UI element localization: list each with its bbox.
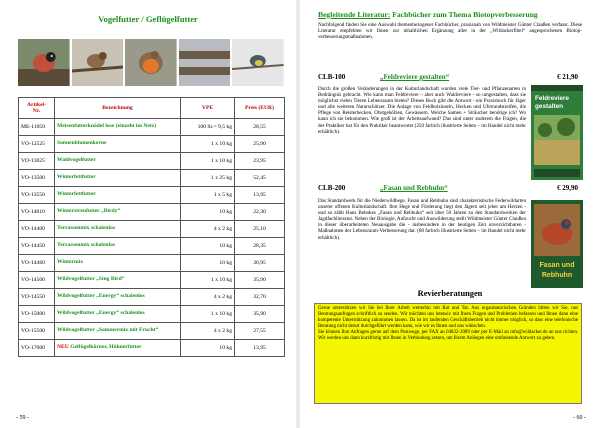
product-name-cell: Wildvogelfutter „Energy“ schalenlos [55, 289, 181, 306]
table-row [19, 272, 285, 289]
bird-photo-1 [18, 39, 70, 86]
table-row [19, 221, 285, 238]
vpe-cell: 1 x 10 kg [181, 136, 235, 153]
product-name-cell: Terrassenmix schalenlos [55, 238, 181, 255]
right-page [300, 0, 600, 428]
vpe-cell: 100 St.= 9,5 kg [181, 119, 235, 136]
svg-text:Rebhuhn: Rebhuhn [541, 272, 573, 279]
price-cell: 35,90 [235, 272, 285, 289]
article-nr-cell: VO-15500 [19, 323, 55, 340]
vpe-cell: 10 kg [181, 255, 235, 272]
product-name-cell: Meisenfutterknödel lose (einzeln im Netz) [55, 119, 181, 136]
table-row [19, 136, 285, 153]
article-nr-cell: VO-14400 [19, 221, 55, 238]
table-header-row [19, 98, 285, 119]
price-cell: 22,30 [235, 204, 285, 221]
book-title-clb100: „Feldreviere gestalten“ [380, 73, 450, 81]
consulting-title: Revierberatungen [417, 289, 483, 298]
left-page [0, 0, 296, 428]
vpe-cell: 4 x 2 kg [181, 323, 235, 340]
table-row [19, 153, 285, 170]
price-cell: 13,95 [235, 340, 285, 357]
price-cell: 23,95 [235, 153, 285, 170]
literature-intro: Nachfolgend finden Sie eine Auswahl themenbezogener Fachbücher, praxisnah von Wildmeister Günter Claußen verfasst. Diese Literatur empfehlen wir Ihnen zur inhaltlichen Ergänzung aller in der „Wildackerfibel“ angesprochenen Biotop-verbesserungsmaßnahmen. [318, 22, 582, 41]
table-row [19, 238, 285, 255]
table-row [19, 119, 285, 136]
literature-heading [318, 10, 586, 19]
bird-photo-3 [125, 39, 177, 86]
bird-photo-row [18, 39, 284, 86]
literature-heading-label: Begleitende Literatur: [318, 10, 391, 19]
book-code-clb100: CLB-100 [318, 73, 346, 81]
book-title-clb200: „Fasan und Rebhuhn“ [380, 184, 448, 192]
price-cell: 25,10 [235, 221, 285, 238]
article-nr-cell: VO-17000 [19, 340, 55, 357]
header-vpe: VPE [181, 98, 235, 119]
left-page-title: Vogelfutter / Geflügelfutter [98, 14, 198, 24]
header-price: Preis (EUR) [235, 98, 285, 119]
consulting-text [318, 306, 578, 341]
vpe-cell: 10 kg [181, 340, 235, 357]
svg-text:Feldreviere: Feldreviere [535, 95, 570, 102]
consulting-paragraph-1: Gerne unterstützen wir Sie bei Ihrer Arbeit weiterhin mit Rat und Tat. Aus organisatorischen Gründen bitten wir Sie, uns Beratungsanfragen schriftlich zu senden. Wir möchten uns intensiv mit Ihren Fragen und Problemen befassen und Ihnen dann eine kompetente Unterstützung zukommen lassen. Da ist im laufenden Geschäftsbetrieb nicht immer möglich, so dass eine telefonische Beratung nicht derart durchgeführt werden kann, wie wir es Ihnen und uns wünschen. [318, 306, 578, 329]
vpe-cell: 1 x 25 kg [181, 170, 235, 187]
product-name-cell: Wintermix [55, 255, 181, 272]
book-cover-clb200 [531, 200, 583, 288]
table-row [19, 255, 285, 272]
literature-heading-topic: Fachbücher zum Thema Biotopverbesserung [392, 10, 538, 19]
price-cell: 27,55 [235, 323, 285, 340]
article-nr-cell: VO-14450 [19, 238, 55, 255]
product-name-cell: Terrassenmix schalenlos [55, 221, 181, 238]
book-price-clb100: € 21,90 [557, 73, 578, 81]
product-name-cell: Winterstreufutter „Birdy“ [55, 204, 181, 221]
product-name-cell: Wildvogelfutter „Energy“ schalenlos [55, 306, 181, 323]
consulting-box [314, 303, 582, 404]
header-description: Bezeichnung [55, 98, 181, 119]
article-nr-cell: VO-14550 [19, 289, 55, 306]
consulting-paragraph-2: Sie können Ihre Anfragen gerne auf dem Postwege, per FAX an 04832-2089 oder per E-Mail an info@wildacker.de an uns richten. Wir werden uns dann kurzfristig mit Ihnen in Verbindung setzen, um Ihrem Anliegen eine umfassende Antwort zu geben. [318, 329, 578, 341]
product-name-cell: Waldvogelfutter [55, 153, 181, 170]
price-cell: 36,95 [235, 255, 285, 272]
product-name-cell: Sonnenblumenkerne [55, 136, 181, 153]
price-cell: 52,45 [235, 170, 285, 187]
page-number-left: - 59 - [16, 415, 29, 421]
table-row [19, 204, 285, 221]
article-nr-cell: VO-13025 [19, 153, 55, 170]
vpe-cell: 10 kg [181, 238, 235, 255]
header-article-nr: Artikel- Nr. [19, 98, 55, 119]
table-row [19, 187, 285, 204]
book-description-clb200: Das Standardwerk für die Niederwildhege. Fasan und Rebhuhn sind charakteristische Federwildarten unserer offenen Kulturlandschaft. Ihre Hege und Förderung liegt den Jägern seit jeher am Herzen - und so zählt Hans Behnkes „Fasan und Rebhuhn“ seit über 50 Jahren zu den Standardwerken der Jagdfachliteratur. Neben der Biologie, Aufzucht und Auswilderung stellt Wildmeister Günter Claußen in dieser überarbeiteten Neuausgabe die - insbesondere in der heutigen Zeit unverzichtbaren - Maßnahmen der Lebensraum-Verbesserung dar. (88 farbich illustrierte Seiten – im Handel nicht mehr erhältlich). [318, 198, 526, 241]
price-cell: 13,95 [235, 187, 285, 204]
page-number-right: - 60 - [573, 415, 586, 421]
product-table [18, 97, 285, 357]
svg-text:Fasan und: Fasan und [539, 262, 575, 269]
vpe-cell: 10 kg [181, 204, 235, 221]
vpe-cell: 4 x 2 kg [181, 221, 235, 238]
vpe-cell: 1 x 10 kg [181, 153, 235, 170]
bird-photo-2 [72, 39, 124, 86]
product-name-cell: Wildvogelfutter „Sommermix mit Frucht“ [55, 323, 181, 340]
book-code-clb200: CLB-200 [318, 184, 346, 192]
book-price-clb200: € 29,90 [557, 184, 578, 192]
bird-photo-5 [232, 39, 284, 86]
product-name-cell: Winterfettfutter [55, 170, 181, 187]
bird-photo-4 [179, 39, 231, 86]
table-row [19, 170, 285, 187]
new-badge: NEU [57, 344, 69, 351]
book-cover-clb100 [531, 85, 583, 180]
vpe-cell: 4 x 2 kg [181, 289, 235, 306]
article-nr-cell: ME-11050 [19, 119, 55, 136]
product-name-text: Geflügelkörner, Hühnerfutter [70, 344, 142, 351]
table-row [19, 340, 285, 357]
price-cell: 28,55 [235, 119, 285, 136]
product-name-cell [55, 340, 181, 357]
article-nr-cell: VO-13500 [19, 170, 55, 187]
article-nr-cell: VO-14500 [19, 272, 55, 289]
svg-text:gestalten: gestalten [535, 103, 564, 110]
product-name-cell: Wildvogelfutter „Sing Bird“ [55, 272, 181, 289]
price-cell: 35,90 [235, 306, 285, 323]
article-nr-cell: VO-15000 [19, 306, 55, 323]
article-nr-cell: VO-13550 [19, 187, 55, 204]
article-nr-cell: VO-14010 [19, 204, 55, 221]
vpe-cell: 1 x 5 kg [181, 187, 235, 204]
price-cell: 32,70 [235, 289, 285, 306]
book-description-clb100: Durch die großen Veränderungen in der Kulturlandschaft wurden viele Tier- und Pflanzenarten in Bedrängnis gebracht. Wie kann man Feldreviere – aber auch Waldreviere - so umgestalten, dass sie möglichst vielen Tieren Lebensraum bieten? Dieses Buch gibt die Antwort - ein Praxisbuch für Jäger und alle weiteren Naturschützer. Die Anlage von Feldholzinseln, Hecken und Uferrandstreifen, die Pflege von Reisterhecken, Obstgehölzen, Gewässern. Welche Samen + Sträucher benötige ich? Wo kann ich sie bekommen. Wie groß ist der Arbeitsaufwand? Das sind unter anderem die Fragen, die der Praktiker hat für den Praktiker beantwortet (250 farbich illustrierte Seiten – im Handel nicht mehr erhältlich). [318, 86, 526, 135]
article-nr-cell: VO-12525 [19, 136, 55, 153]
vpe-cell: 1 x 10 kg [181, 306, 235, 323]
price-cell: 28,35 [235, 238, 285, 255]
table-row [19, 289, 285, 306]
table-row [19, 323, 285, 340]
vpe-cell: 1 x 10 kg [181, 272, 235, 289]
article-nr-cell: VO-14460 [19, 255, 55, 272]
product-name-cell: Winterfettfutter [55, 187, 181, 204]
table-row [19, 306, 285, 323]
price-cell: 25,90 [235, 136, 285, 153]
